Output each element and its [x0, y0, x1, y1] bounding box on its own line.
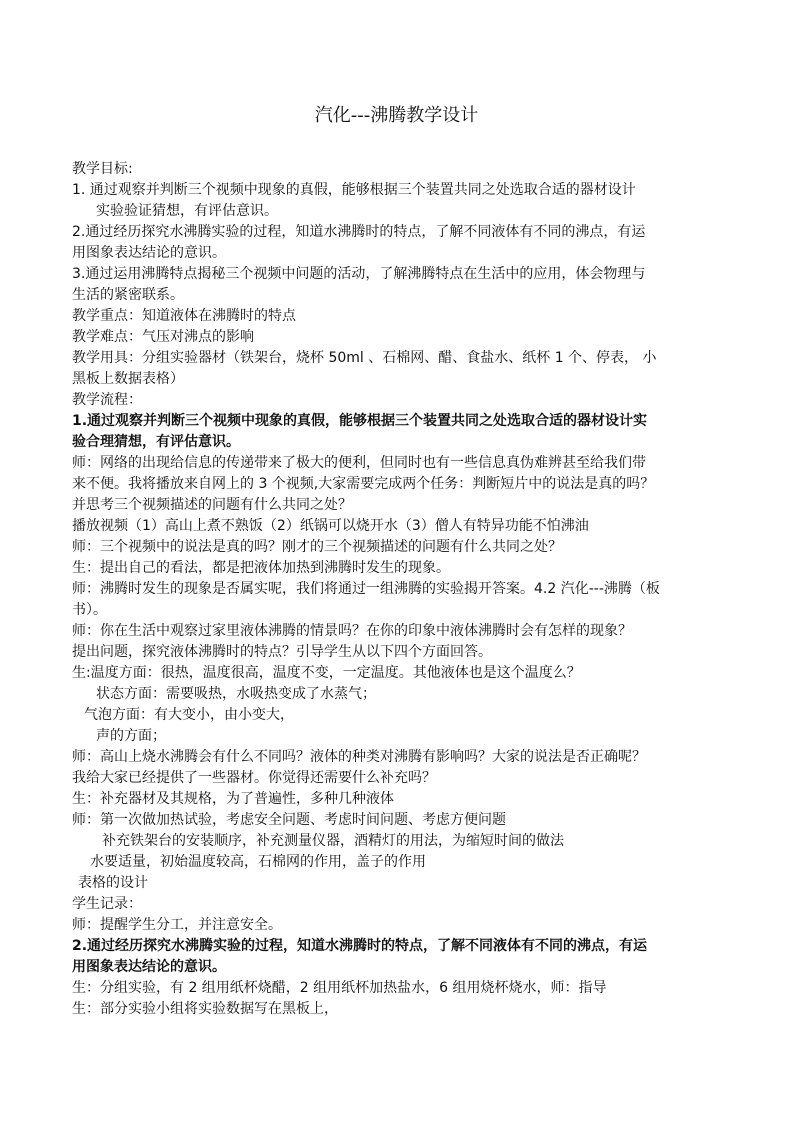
- text-line: 生:温度方面：很热，温度很高，温度不变，一定温度。其他液体也是这个温度么？: [72, 665, 581, 681]
- text-line: 黑板上数据表格）: [72, 371, 184, 387]
- text-line: 师：高山上烧水沸腾会有什么不同吗？液体的种类对沸腾有影响吗？大家的说法是否正确呢？: [72, 749, 646, 765]
- text-line: 教学目标:: [72, 161, 133, 177]
- text-line: 状态方面：需要吸热，水吸热变成了水蒸气；: [96, 686, 376, 702]
- text-line: 提出问题，探究液体沸腾时的特点？引导学生从以下四个方面回答。: [72, 644, 492, 660]
- text-line: 气泡方面：有大变小，由小变大，: [84, 707, 294, 723]
- text-line: 书）。: [72, 602, 107, 618]
- text-line: 2.通过经历探究水沸腾实验的过程，知道水沸腾时的特点，了解不同液体有不同的沸点，有运: [72, 224, 646, 240]
- text-line: 水要适量，初始温度较高，石棉网的作用，盖子的作用: [90, 854, 426, 870]
- text-line: 生：补充器材及其规格，为了普遍性，多种几种液体: [72, 791, 394, 807]
- text-line: 生：部分实验小组将实验数据写在黑板上，: [72, 1001, 338, 1017]
- text-line: 师：提醒学生分工，并注意安全。: [72, 917, 282, 933]
- text-line: 生：提出自己的看法，都是把液体加热到沸腾时发生的现象。: [72, 560, 450, 576]
- text-line: 播放视频（1）高山上煮不熟饭（2）纸锅可以烧开水（3）僧人有特异功能不怕沸油: [72, 518, 589, 534]
- text-line: 声的方面；: [96, 728, 166, 744]
- text-line: 并思考三个视频描述的问题有什么共同之处？: [72, 497, 352, 513]
- text-line: 师：第一次做加热试验，考虑安全问题、考虑时间问题、考虑方便问题: [72, 812, 506, 828]
- text-line: 补充铁架台的安装顺序，补充测量仪器，酒精灯的用法，为缩短时间的做法: [102, 833, 564, 849]
- text-line: 来不便。我将播放来自网上的 3 个视频,大家需要完成两个任务：判断短片中的说法是真的吗？: [72, 476, 655, 492]
- section-heading: 用图象表达结论的意识。: [72, 959, 226, 975]
- text-line: 3.通过运用沸腾特点揭秘三个视频中问题的活动，了解沸腾特点在生活中的应用，体会物理与: [72, 266, 646, 282]
- text-line: 生活的紧密联系。: [72, 287, 184, 303]
- text-line: 师：网络的出现给信息的传递带来了极大的便利，但同时也有一些信息真伪难辨甚至给我们带: [72, 455, 646, 471]
- text-line: 实验验证猜想，有评估意识。: [96, 203, 278, 219]
- text-line: 表格的设计: [78, 875, 148, 891]
- text-line: 学生记录：: [72, 896, 142, 912]
- section-heading: 验合理猜想，有评估意识。: [72, 434, 240, 450]
- text-line: 我给大家已经提供了一些器材。你觉得还需要什么补充吗？: [72, 770, 436, 786]
- text-line: 教学重点：知道液体在沸腾时的特点: [72, 308, 296, 324]
- text-line: 1. 通过观察并判断三个视频中现象的真假，能够根据三个装置共同之处选取合适的器材设计: [72, 182, 636, 198]
- section-heading: 1.通过观察并判断三个视频中现象的真假，能够根据三个装置共同之处选取合适的器材设计实: [72, 413, 648, 429]
- section-heading: 2.通过经历探究水沸腾实验的过程，知道水沸腾时的特点，了解不同液体有不同的沸点，有运: [72, 938, 648, 954]
- text-line: 师：你在生活中观察过家里液体沸腾的情景吗？在你的印象中液体沸腾时会有怎样的现象？: [72, 623, 632, 639]
- text-line: 生：分组实验，有 2 组用纸杯烧醋，2 组用纸杯加热盐水，6 组用烧杯烧水，师：指导: [72, 980, 607, 996]
- text-line: 教学用具：分组实验器材（铁架台，烧杯 50ml 、石棉网、醋、食盐水、纸杯 1 个、停表， 小: [72, 350, 657, 366]
- text-line: 师：三个视频中的说法是真的吗？刚才的三个视频描述的问题有什么共同之处？: [72, 539, 562, 555]
- document-body: [72, 159, 727, 1020]
- text-line: 师：沸腾时发生的现象是否属实呢，我们将通过一组沸腾的实验揭开答案。4.2 汽化---沸腾（板: [72, 581, 660, 597]
- document-title: 汽化---沸腾教学设计: [314, 105, 479, 126]
- text-line: 用图象表达结论的意识。: [72, 245, 226, 261]
- text-line: 教学难点：气压对沸点的影响: [72, 329, 254, 345]
- text-line: 教学流程：: [72, 392, 142, 408]
